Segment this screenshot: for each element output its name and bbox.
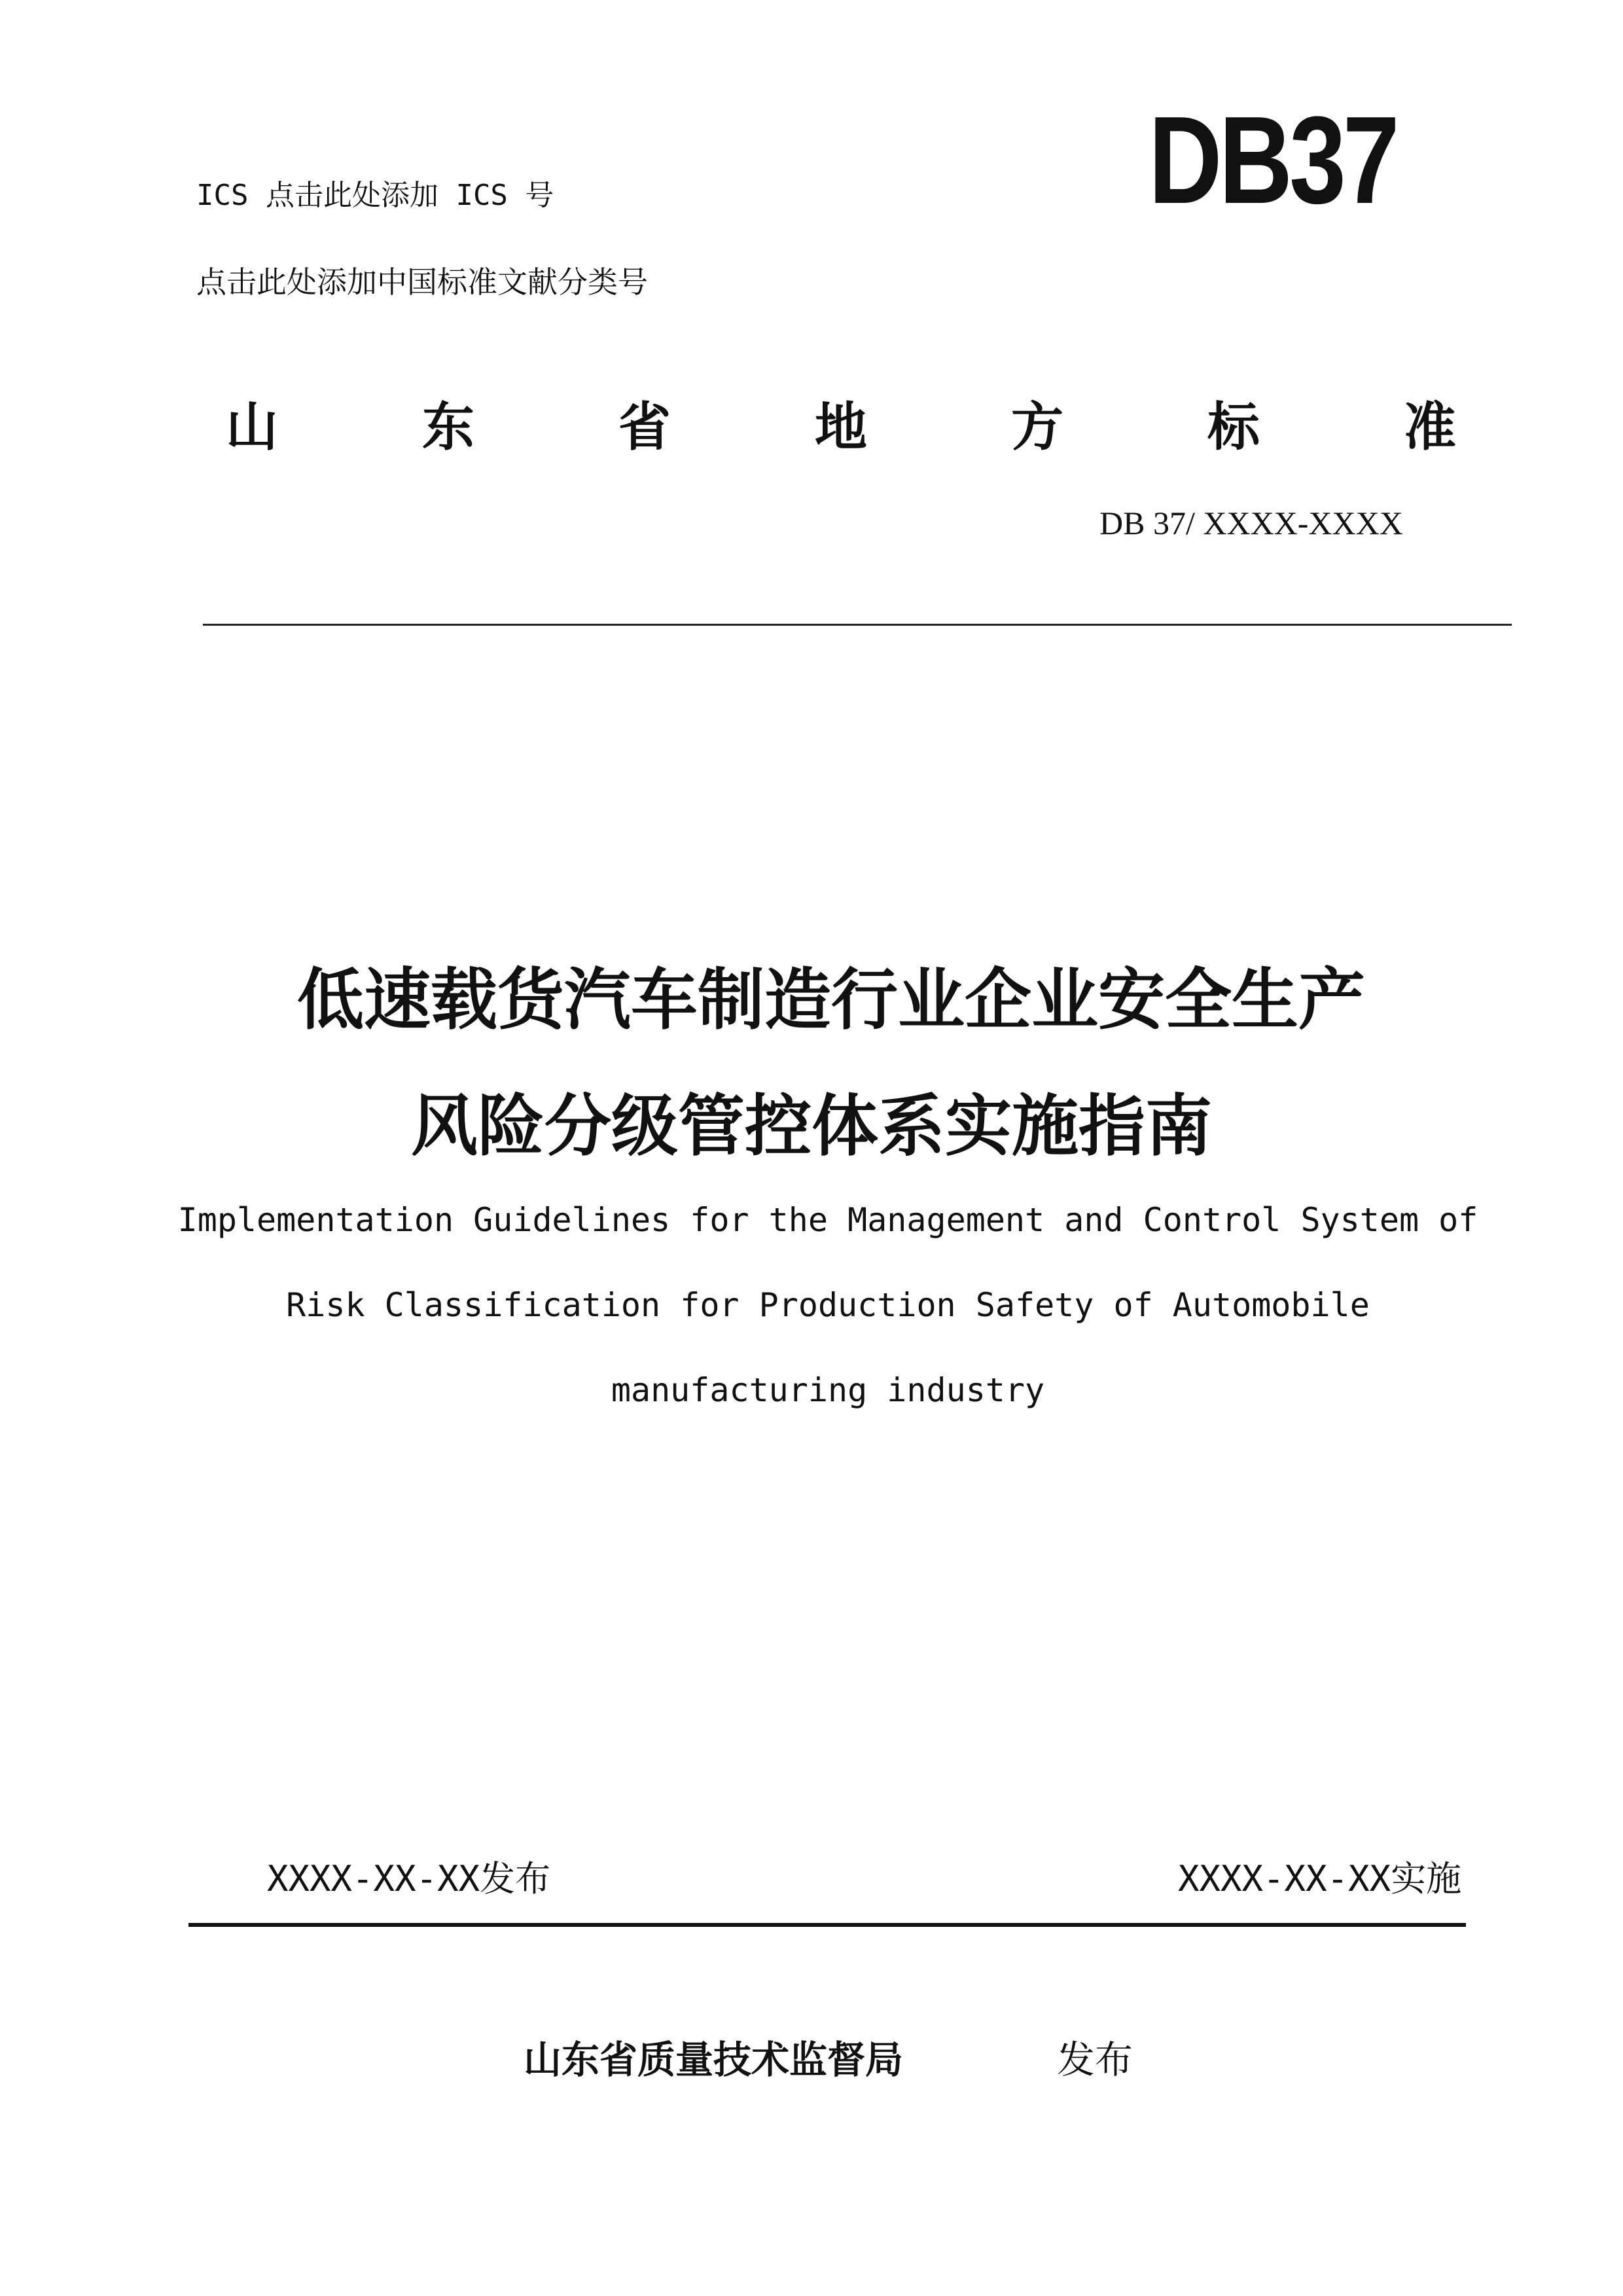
title-en-line-2: Risk Classification for Production Safety of Automobile [286,1286,1370,1324]
standard-type-heading [226,385,1456,460]
title-en-line-1: Implementation Guidelines for the Management and Control System of [177,1201,1478,1239]
standard-type-char: 准 [1404,397,1456,457]
publish-date: XXXX-XX-XX发布 [267,1858,551,1899]
standard-type-char: 省 [618,397,671,457]
title-en-line-3: manufacturing industry [611,1371,1045,1409]
title-zh-line-2: 风险分级管控体系实施指南 [411,1088,1212,1166]
top-divider [203,624,1512,626]
standard-type-char: 标 [1207,397,1260,457]
standard-type-char: 地 [815,397,867,457]
ics-number[interactable]: ICS 点击此处添加 ICS 号 [196,179,554,212]
standard-type-char: 方 [1011,397,1063,457]
effective-date: XXXX-XX-XX实施 [1178,1858,1462,1899]
standard-type-char: 东 [422,397,474,457]
title-zh-line-1: 低速载货汽车制造行业企业安全生产 [297,961,1365,1039]
bottom-divider [188,1923,1466,1927]
issue-label: 发布 [1057,2037,1133,2082]
standard-type-char: 山 [226,397,278,457]
issuing-authority: 山东省质量技术监督局 [524,2037,904,2082]
standard-code: DB37 [1149,91,1397,230]
ccs-number[interactable]: 点击此处添加中国标准文献分类号 [196,264,648,300]
standard-number: DB 37/ XXXX-XXXX [1099,505,1403,541]
